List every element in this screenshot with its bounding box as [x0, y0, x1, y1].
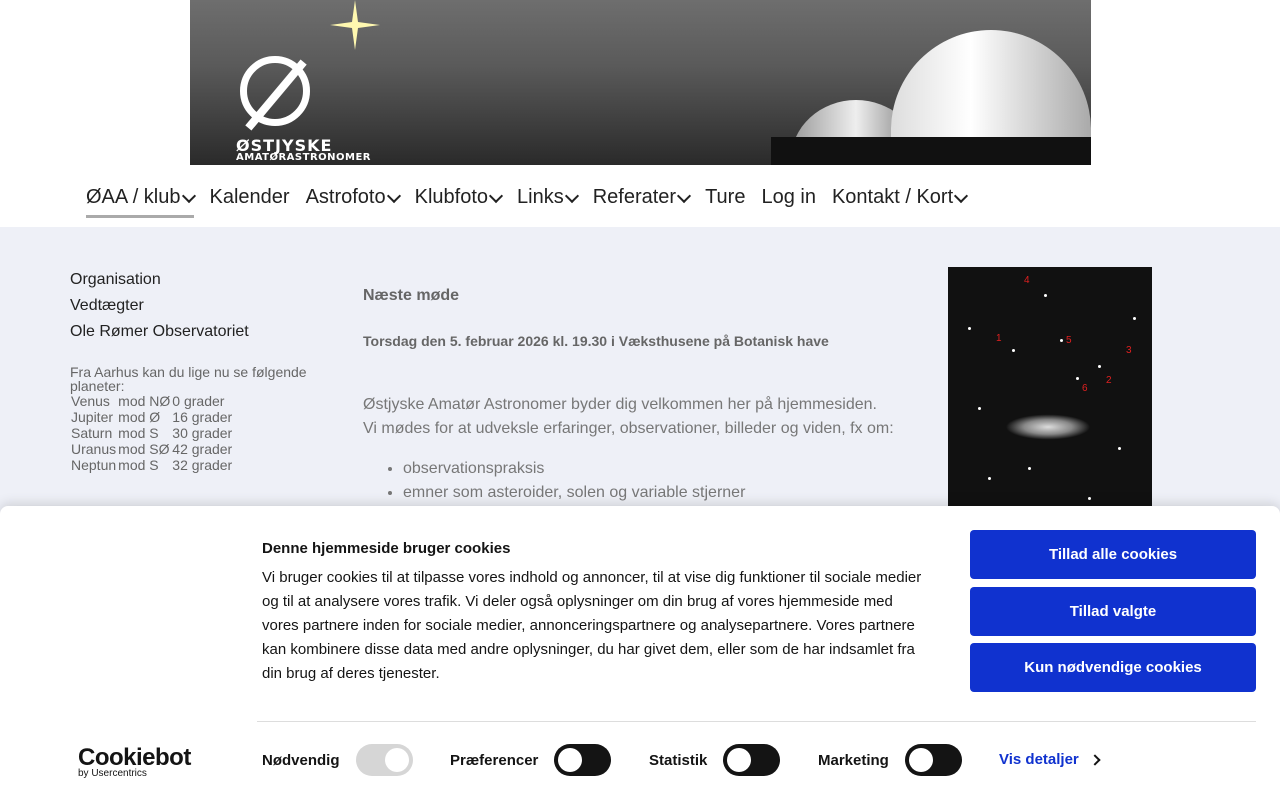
chevron-down-icon: [565, 188, 579, 202]
nav-item-kontakt[interactable]: [832, 186, 966, 218]
nav-item-kalender[interactable]: [210, 186, 290, 218]
logo-line1: ØSTJYSKE: [236, 136, 333, 155]
logo-text: Cookiebot: [78, 744, 191, 771]
planet-deg: 16 grader: [172, 409, 233, 425]
planet-dir: mod Ø: [118, 409, 161, 425]
toggle-marketing: [818, 744, 962, 776]
galaxy-label: 6: [1082, 383, 1088, 394]
nav-label: Klubfoto: [414, 186, 488, 208]
sidebar-link-organisation[interactable]: Organisation: [70, 271, 161, 288]
galaxy-photo[interactable]: [948, 267, 1152, 517]
table-row: [70, 425, 233, 441]
cookie-text: Vi bruger cookies til at tilpasse vores indhold og annoncer, til at vise dig funktioner til sociale medier og til at analysere vores trafik. Vi deler også oplysninger om din brug af vores hjemmeside med vores partnere inden for sociale medier, annonceringspartnere og analysepartnere. Vores partnere kan kombinere disse data med andre oplysninger, du har givet dem, eller som de har indsamlet fra din brug af deres tjenester.: [262, 569, 922, 682]
nav-label: Kalender: [209, 186, 290, 208]
table-row: [70, 441, 233, 457]
galaxy-label: 2: [1106, 375, 1112, 386]
galaxy-label: 4: [1024, 275, 1030, 286]
planet-dir: mod S: [118, 425, 159, 441]
list-item: • observationspraksis: [403, 457, 923, 481]
nav-label: Referater: [592, 186, 677, 208]
chevron-down-icon: [181, 188, 195, 202]
toggle-necessary: [262, 744, 413, 776]
planets-table: [70, 393, 233, 473]
necessary-only-button[interactable]: Kun nødvendige cookies: [970, 643, 1256, 692]
necessary-toggle[interactable]: [356, 744, 413, 776]
planet-deg: 0 grader: [172, 393, 225, 409]
planets-intro: Fra Aarhus kan du lige nu se følgende planeter:: [70, 364, 307, 394]
nav-label: Links: [517, 186, 564, 208]
galaxy-label: 5: [1066, 335, 1072, 346]
planet-name: Neptun: [71, 457, 117, 473]
planet-deg: 42 grader: [172, 441, 233, 457]
allow-all-cookies-button[interactable]: Tillad alle cookies: [970, 530, 1256, 579]
planet-name: Uranus: [71, 441, 117, 457]
table-row: [70, 409, 233, 425]
toggle-preferences: [450, 744, 611, 776]
planet-dir: mod S: [118, 457, 159, 473]
logo-line2: AMATØRASTRONOMER: [236, 152, 371, 163]
nav-label: Ture: [705, 186, 746, 208]
planet-dir: mod NØ: [118, 393, 171, 409]
allow-selected-button[interactable]: Tillad valgte: [970, 587, 1256, 636]
nav-label: Astrofoto: [305, 186, 386, 208]
sidebar-link-observatoriet[interactable]: Ole Rømer Observatoriet: [70, 323, 249, 340]
planet-name: Jupiter: [71, 409, 114, 425]
chevron-down-icon: [387, 188, 401, 202]
header-banner: [190, 0, 1091, 165]
chevron-right-icon: [1089, 754, 1100, 765]
star-icon: [330, 0, 380, 50]
site-logo[interactable]: [234, 52, 371, 163]
nav-label: ØAA / klub: [86, 186, 181, 208]
details-label: Vis detaljer: [999, 751, 1079, 768]
toggle-label: Statistik: [649, 751, 708, 769]
cookiebot-logo: [78, 744, 191, 779]
welcome-line: Østjyske Amatør Astronomer byder dig velkommen her på hjemmesiden.: [363, 396, 877, 413]
nav-item-klub[interactable]: [86, 186, 194, 218]
cookie-consent-dialog: [0, 506, 1280, 800]
nav-item-ture[interactable]: [705, 186, 745, 218]
show-details-link[interactable]: [999, 751, 1099, 768]
banner-ground: [771, 137, 1091, 165]
statistics-toggle[interactable]: [723, 744, 780, 776]
chevron-down-icon: [489, 188, 503, 202]
planets-widget: [70, 365, 330, 473]
planet-name: Venus: [71, 393, 110, 409]
nav-item-astrofoto[interactable]: [306, 186, 399, 218]
preferences-toggle[interactable]: [554, 744, 611, 776]
planet-name: Saturn: [71, 425, 113, 441]
chevron-down-icon: [954, 188, 968, 202]
next-meeting-heading: Næste møde: [363, 287, 460, 304]
toggle-label: Præferencer: [450, 751, 539, 769]
sidebar-link-vedtaegter[interactable]: Vedtægter: [70, 297, 144, 314]
logo-subtext: by Usercentrics: [78, 768, 147, 779]
planet-deg: 30 grader: [172, 425, 233, 441]
divider: [257, 721, 1256, 722]
marketing-toggle[interactable]: [905, 744, 962, 776]
toggle-statistics: [649, 744, 780, 776]
toggle-label: Marketing: [818, 751, 889, 769]
galaxy-label: 3: [1126, 345, 1132, 356]
article: [363, 287, 923, 505]
main-nav: [86, 186, 982, 218]
nav-label: Log in: [761, 186, 816, 208]
nav-item-klubfoto[interactable]: [415, 186, 501, 218]
list-item: • emner som asteroider, solen og variable stjerner: [403, 481, 923, 505]
nav-item-login[interactable]: [761, 186, 816, 218]
table-row: [70, 393, 233, 409]
cookie-title: Denne hjemmeside bruger cookies: [262, 540, 511, 557]
sidebar: [70, 267, 330, 473]
toggle-label: Nødvendig: [262, 751, 340, 769]
topic-list: [403, 457, 923, 505]
nav-item-referater[interactable]: [593, 186, 689, 218]
planet-dir: mod SØ: [118, 441, 170, 457]
galaxy-label: 1: [996, 333, 1002, 344]
welcome-text: [363, 393, 923, 441]
welcome-line: Vi mødes for at udveksle erfaringer, observationer, billeder og viden, fx om:: [363, 420, 894, 437]
planet-deg: 32 grader: [172, 457, 233, 473]
nav-item-links[interactable]: [517, 186, 577, 218]
chevron-down-icon: [677, 188, 691, 202]
table-row: [70, 457, 233, 473]
nav-label: Kontakt / Kort: [831, 186, 954, 208]
meeting-date: Torsdag den 5. februar 2026 kl. 19.30 i Væksthusene på Botanisk have: [363, 333, 829, 349]
